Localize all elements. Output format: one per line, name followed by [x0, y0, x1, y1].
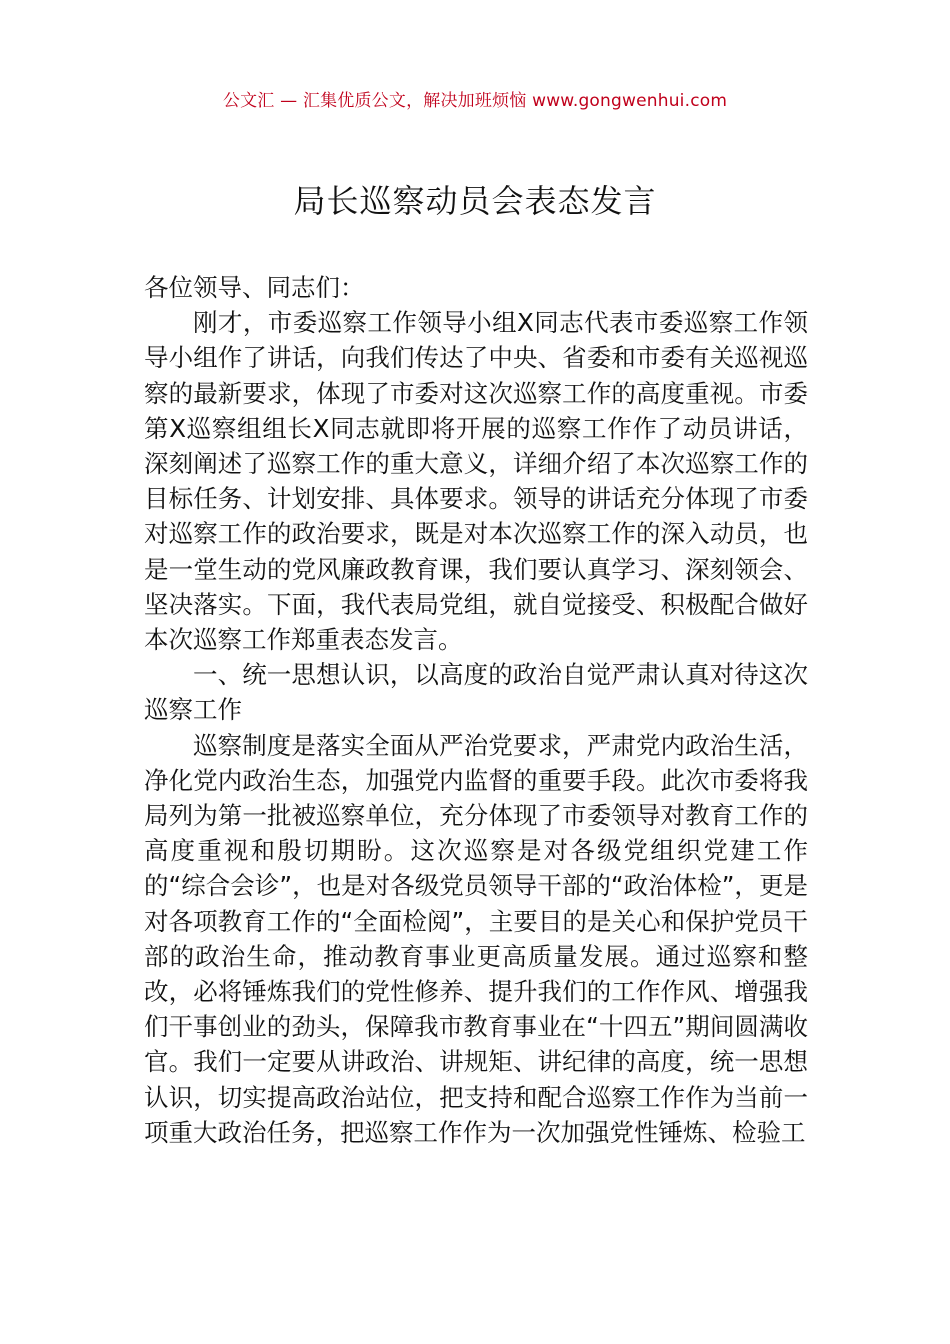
salutation: 各位领导、同志们： — [144, 273, 365, 302]
document-title: 局长巡察动员会表态发言 — [293, 182, 657, 220]
paragraph-intro: 刚才，市委巡察工作领导小组X同志代表市委巡察工作领导小组作了讲话，向我们传达了中央、省委和市委有关巡视巡察的最新要求，体现了市委对这次巡察工作的高度重视。市委第X巡察组组长X同志就即将开展的巡察工作作了动员讲话，深刻阐述了巡察工作的重大意义，详细介绍了本次巡察工作的目标任务、计划安排、具体要求。领导的讲话充分体现了市委对巡察工作的政治要求，既是对本次巡察工作的深入动员，也是一堂生动的党风廉政教育课，我们要认真学习、深刻领会、坚决落实。下面，我代表局党组，就自觉接受、积极配合做好本次巡察工作郑重表态发言。 — [144, 308, 808, 655]
paragraph-section-1: 巡察制度是落实全面从严治党要求，严肃党内政治生活，净化党内政治生态，加强党内监督的重要手段。此次市委将我局列为第一批被巡察单位，充分体现了市委领导对教育工作的高度重视和殷切期盼。这次巡察是对各级党组织党建工作的“综合会诊”，也是对各级党员领导干部的“政治体检”，更是对各项教育工作的“全面检阅”，主要目的是关心和保护党员干部的政治生命，推动教育事业更高质量发展。通过巡察和整改，必将锤炼我们的党性修养、提升我们的工作作风、增强我们干事创业的劲头，保障我市教育事业在“十四五”期间圆满收官。我们一定要从讲政治、讲规矩、讲纪律的高度，统一思想认识，切实提高政治站位，把支持和配合巡察工作作为当前一项重大政治任务，把巡察工作作为一次加强党性锤炼、检验工 — [144, 730, 808, 1147]
site-header-banner: 公文汇 — 汇集优质公文，解决加班烦恼 www.gongwenhui.com — [222, 91, 728, 111]
section-heading-1: 一、统一思想认识，以高度的政治自觉严肃认真对待这次巡察工作 — [144, 660, 808, 725]
document-body — [144, 270, 808, 1150]
